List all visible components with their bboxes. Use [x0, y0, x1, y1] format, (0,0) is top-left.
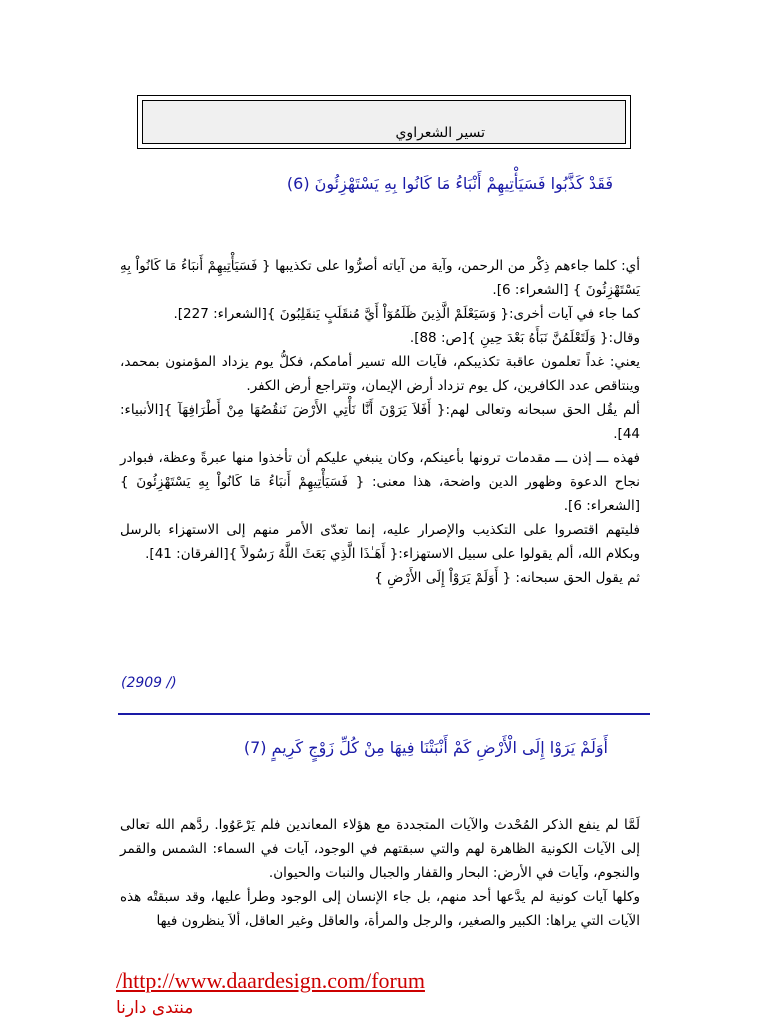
- verse-6: فَقَدْ كَذَّبُوا فَسَيَأْتِيهِمْ أَنْبَاءُ مَا كَانُوا بِهِ يَسْتَهْزِئُونَ (6): [286, 174, 613, 193]
- page-reference: (2909 /): [121, 675, 177, 691]
- paragraph: يعني: غداً تعلمون عاقبة تكذيبكم، فآيات الله تسير أمامكم، فكلُّ يوم يزداد المؤمنون بمحمد، وينتاقص عدد الكافرين، كل يوم تزداد أرض الإيمان، وتتراجع أرض الكفر.: [120, 354, 640, 394]
- commentary-section-1: [120, 254, 640, 590]
- paragraph: وقال:{ وَلَتَعْلَمُنَّ نَبَأَهُ بَعْدَ حِينِ }[ص: 88].: [409, 330, 640, 346]
- paragraph: فهذه ـــ إذن ـــ مقدمات ترونها بأعينكم، وكان ينبغي عليكم أن تأخذوا منها عبرةً وعظة، فبوادر نجاح الدعوة وظهور الدين واضحة، هذا معنى: { فَسَيَأْتِيهِمْ أَنبَاءُ مَا كَانُواْ بِهِ يَسْتَهْزِئُونَ } [الشعراء: 6].: [120, 450, 640, 514]
- paragraph: وكلها آيات كونية لم يدَّعها أحد منهم، بل جاء الإنسان إلى الوجود وطرأ عليها، وقد سبقتْه هذه الآيات التي يراها: الكبير والصغير، والرجل والمرأة، والعاقل وغير العاقل، ألاَ ينظرون فيها: [120, 889, 640, 929]
- forum-link[interactable]: /http://www.daardesign.com/forum: [116, 968, 425, 993]
- title-box: [137, 95, 631, 149]
- paragraph: ألم يقُل الحق سبحانه وتعالى لهم:{ أَفَلاَ يَرَوْنَ أَنَّا نَأْتِي الأَرْضَ نَنقُصُهَا مِنْ أَطْرَافِهَآ }[الأنبياء: 44].: [120, 402, 640, 442]
- paragraph: فليتهم اقتصروا على التكذيب والإصرار عليه، إنما تعدّى الأمر منهم إلى الاستهزاء بالرسل وبكلام الله، ألم يقولوا على سبيل الاستهزاء:{ أَهَـٰذَا الَّذِي بَعَثَ اللَّهُ رَسُولاً }[الفرقان: 41].: [120, 522, 640, 562]
- verse-7: أَوَلَمْ يَرَوْا إِلَى الْأَرْضِ كَمْ أَنْبَتْنَا فِيهَا مِنْ كُلِّ زَوْجٍ كَرِيمٍ (7): [243, 738, 608, 757]
- paragraph: كما جاء في آيات أخرى:{ وَسَيَعْلَمْ الَّذِينَ ظَلَمُوٓاْ أَيَّ مُنقَلَبٍ يَنقَلِبُونَ }[الشعراء: 227].: [173, 306, 640, 322]
- forum-site-name: منتدى دارنا: [116, 998, 194, 1018]
- commentary-section-2: [120, 813, 640, 933]
- paragraph: أي: كلما جاءهم ذِكْر من الرحمن، وآية من آياته أصرُّوا على تكذيبها { فَسَيَأْتِيهِمْ أَنبَاءُ مَا كَانُواْ بِهِ يَسْتَهْزِئُونَ } [الشعراء: 6].: [120, 258, 640, 298]
- title-inner: [142, 100, 626, 144]
- paragraph: ثم يقول الحق سبحانه: { أَوَلَمْ يَرَوْاْ إِلَى الأَرْضِ }: [374, 570, 640, 586]
- document-title: تسير الشعراوي: [395, 125, 485, 141]
- paragraph: لَمَّا لم ينفع الذكر المُحْدث والآيات المتجددة مع هؤلاء المعاندين فلم يَرْعَوُوا. ردَّهم الله تعالى إلى الآيات الكونية الظاهرة لهم والتي سبقتهم في الوجود، آيات في السماء: الشمس والقمر والنجوم، وآيات في الأرض: البحار والقفار والجبال والنبات والحيوان.: [120, 817, 640, 881]
- section-divider: [118, 713, 650, 715]
